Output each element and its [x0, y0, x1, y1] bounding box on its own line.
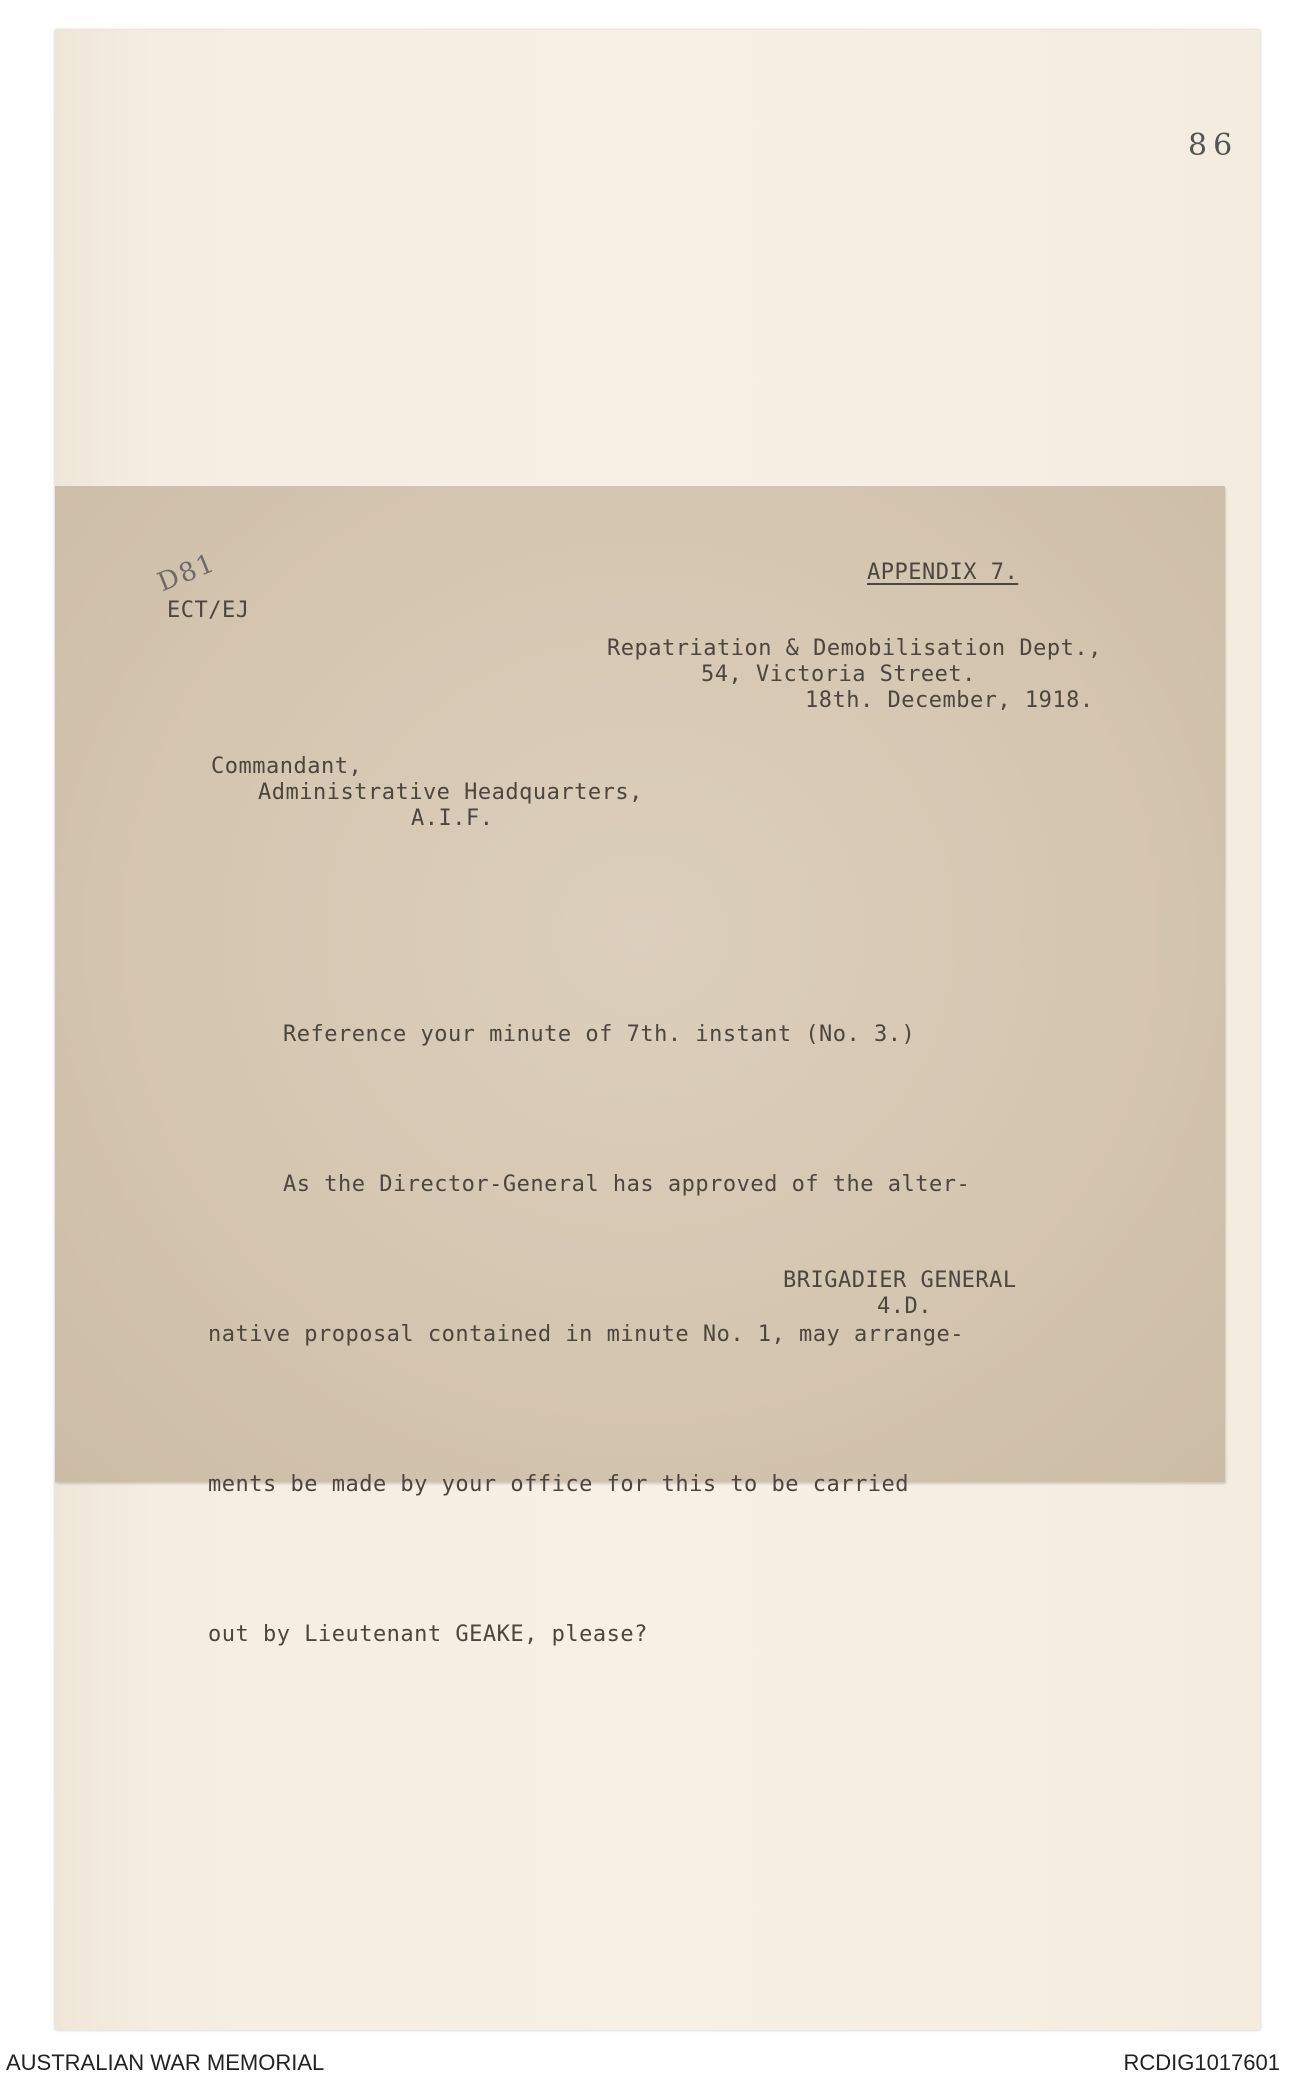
recipient-office: Administrative Headquarters, — [258, 780, 643, 805]
recipient-unit: A.I.F. — [411, 806, 494, 831]
recipient-title: Commandant, — [211, 754, 363, 779]
sender-department: Repatriation & Demobilisation Dept., — [607, 636, 1102, 661]
body-line: out by Lieutenant GEAKE, please? — [208, 1622, 648, 1647]
body-line: native proposal contained in minute No. 1, may arrange- — [208, 1322, 964, 1347]
reference-code: ECT/EJ — [167, 598, 250, 623]
appendix-title: APPENDIX 7. — [867, 560, 1019, 585]
body-line: ments be made by your office for this to be carried — [208, 1472, 910, 1497]
signature-rank: BRIGADIER GENERAL — [783, 1268, 1017, 1293]
sender-street: 54, Victoria Street. — [701, 662, 976, 687]
footer-catalogue-id: RCDIG1017601 — [1123, 2050, 1280, 2075]
handwritten-annotation: D81 — [153, 547, 221, 599]
body-line: Reference your minute of 7th. instant (No. 3.) — [283, 1022, 916, 1047]
folio-number: 86 — [1188, 128, 1239, 163]
signature-office: 4.D. — [877, 1294, 932, 1319]
footer-institution: AUSTRALIAN WAR MEMORIAL — [6, 2050, 325, 2075]
body-line: As the Director-General has approved of the alter- — [283, 1172, 971, 1197]
typed-letter-slip — [55, 486, 1225, 1647]
letter-body — [208, 910, 970, 1760]
letter-date: 18th. December, 1918. — [805, 688, 1094, 713]
